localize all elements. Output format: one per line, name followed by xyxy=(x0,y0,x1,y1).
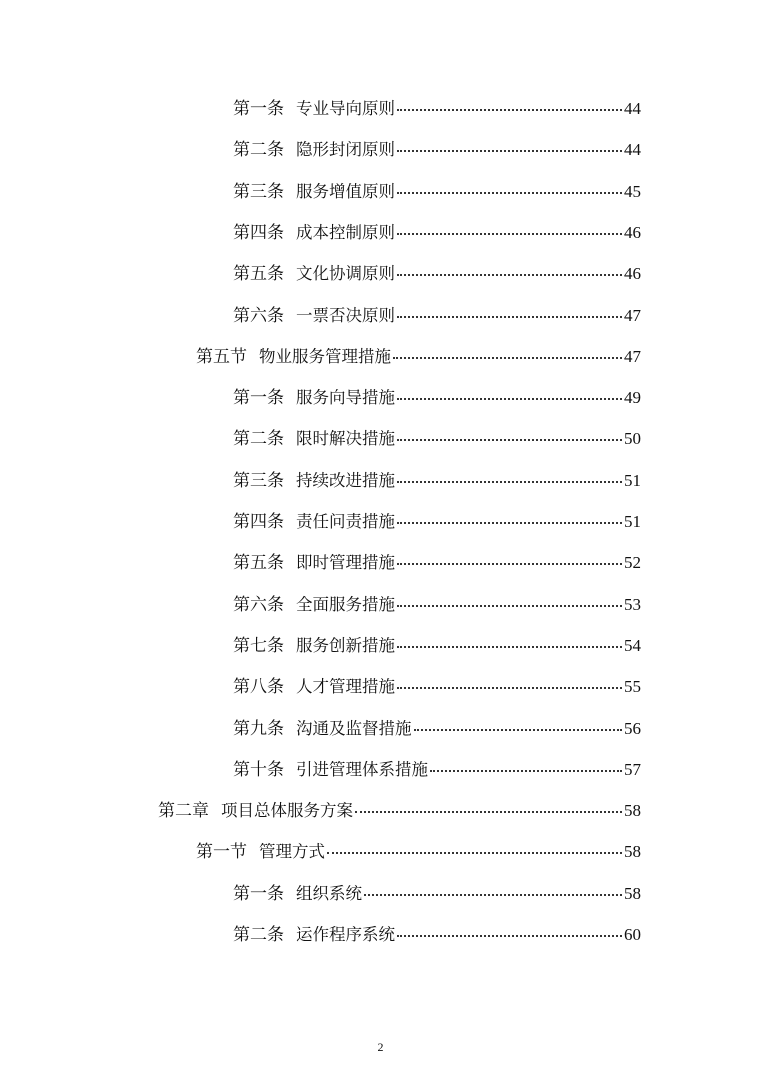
toc-entry-title: 物业服务管理措施 xyxy=(259,347,391,366)
dot-leader xyxy=(397,687,622,689)
dot-leader xyxy=(397,398,622,400)
toc-entry-title: 服务向导措施 xyxy=(296,388,395,407)
toc-entry-page: 50 xyxy=(624,429,641,448)
toc-entry-page: 57 xyxy=(624,760,641,779)
toc-entry-number: 第九条 xyxy=(233,719,284,739)
toc-entry-number: 第一条 xyxy=(233,99,284,119)
toc-entry-number: 第六条 xyxy=(233,306,284,326)
toc-entry-article[interactable] xyxy=(233,427,641,451)
toc-entry-page: 55 xyxy=(624,677,641,696)
toc-entry-page: 47 xyxy=(624,306,641,325)
dot-leader xyxy=(414,729,623,731)
toc-entry-title: 一票否决原则 xyxy=(296,306,395,325)
toc-entry-article[interactable] xyxy=(233,923,641,947)
toc-entry-title: 组织系统 xyxy=(296,884,362,903)
toc-entry-article[interactable] xyxy=(233,262,641,286)
toc-entry-number: 第十条 xyxy=(233,760,284,780)
toc-entry-title: 限时解决措施 xyxy=(296,429,395,448)
toc-entry-number: 第二章 xyxy=(158,801,209,821)
toc-entry-section[interactable] xyxy=(196,345,641,369)
toc-entry-page: 47 xyxy=(624,347,641,366)
toc-entry-title: 全面服务措施 xyxy=(296,595,395,614)
toc-entry-title: 持续改进措施 xyxy=(296,471,395,490)
dot-leader xyxy=(327,852,622,854)
toc-entry-page: 58 xyxy=(624,842,641,861)
toc-entry-article[interactable] xyxy=(233,675,641,699)
toc-entry-page: 52 xyxy=(624,553,641,572)
toc-entry-number: 第二条 xyxy=(233,140,284,160)
toc-entry-number: 第四条 xyxy=(233,223,284,243)
toc-entry-number: 第三条 xyxy=(233,471,284,491)
toc-entry-title: 管理方式 xyxy=(259,842,325,861)
toc-entry-page: 60 xyxy=(624,925,641,944)
dot-leader xyxy=(397,316,622,318)
toc-entry-title: 运作程序系统 xyxy=(296,925,395,944)
toc-entry-number: 第二条 xyxy=(233,429,284,449)
toc-entry-title: 引进管理体系措施 xyxy=(296,760,428,779)
page-number: 2 xyxy=(377,1040,384,1054)
toc-entry-article[interactable] xyxy=(233,593,641,617)
dot-leader xyxy=(397,522,622,524)
dot-leader xyxy=(397,192,622,194)
toc-entry-title: 服务创新措施 xyxy=(296,636,395,655)
toc-entry-article[interactable] xyxy=(233,221,641,245)
toc-entry-page: 46 xyxy=(624,264,641,283)
dot-leader xyxy=(397,109,622,111)
dot-leader xyxy=(397,150,622,152)
toc-entry-title: 服务增值原则 xyxy=(296,182,395,201)
toc-entry-title: 责任问责措施 xyxy=(296,512,395,531)
toc-entry-title: 沟通及监督措施 xyxy=(296,719,412,738)
toc-entry-number: 第六条 xyxy=(233,595,284,615)
dot-leader xyxy=(397,646,622,648)
toc-entry-page: 58 xyxy=(624,801,641,820)
toc-entry-number: 第二条 xyxy=(233,925,284,945)
toc-entry-page: 44 xyxy=(624,99,641,118)
toc-entry-page: 56 xyxy=(624,719,641,738)
toc-entry-chapter[interactable] xyxy=(158,799,641,823)
dot-leader xyxy=(355,811,622,813)
toc-entry-title: 专业导向原则 xyxy=(296,99,395,118)
toc-entry-page: 46 xyxy=(624,223,641,242)
toc-entry-article[interactable] xyxy=(233,138,641,162)
toc-entry-title: 成本控制原则 xyxy=(296,223,395,242)
dot-leader xyxy=(397,439,622,441)
toc-entry-article[interactable] xyxy=(233,180,641,204)
toc-entry-title: 隐形封闭原则 xyxy=(296,140,395,159)
toc-entry-article[interactable] xyxy=(233,510,641,534)
toc-entry-page: 51 xyxy=(624,512,641,531)
toc-entry-number: 第五条 xyxy=(233,264,284,284)
toc-entry-number: 第三条 xyxy=(233,182,284,202)
toc-entry-page: 54 xyxy=(624,636,641,655)
dot-leader xyxy=(397,274,622,276)
toc-entry-page: 58 xyxy=(624,884,641,903)
toc-entry-number: 第一条 xyxy=(233,884,284,904)
dot-leader xyxy=(397,935,622,937)
toc-entry-article[interactable] xyxy=(233,551,641,575)
dot-leader xyxy=(397,233,622,235)
dot-leader xyxy=(393,357,622,359)
toc-entry-article[interactable] xyxy=(233,97,641,121)
toc-entry-article[interactable] xyxy=(233,882,641,906)
toc-entry-section[interactable] xyxy=(196,840,641,864)
toc-entry-page: 53 xyxy=(624,595,641,614)
toc-entry-article[interactable] xyxy=(233,386,641,410)
dot-leader xyxy=(397,605,622,607)
toc-entry-title: 即时管理措施 xyxy=(296,553,395,572)
toc-entry-article[interactable] xyxy=(233,758,641,782)
toc-entry-article[interactable] xyxy=(233,634,641,658)
toc-entry-number: 第五节 xyxy=(196,347,247,367)
toc-entry-number: 第一节 xyxy=(196,842,247,862)
dot-leader xyxy=(397,481,622,483)
dot-leader xyxy=(397,563,622,565)
toc-entry-page: 49 xyxy=(624,388,641,407)
toc-entry-article[interactable] xyxy=(233,717,641,741)
toc-entry-page: 44 xyxy=(624,140,641,159)
toc-entry-title: 文化协调原则 xyxy=(296,264,395,283)
toc-entry-number: 第七条 xyxy=(233,636,284,656)
toc-entry-article[interactable] xyxy=(233,469,641,493)
toc-entry-number: 第四条 xyxy=(233,512,284,532)
toc-entry-title: 人才管理措施 xyxy=(296,677,395,696)
toc-entry-number: 第一条 xyxy=(233,388,284,408)
toc-entry-title: 项目总体服务方案 xyxy=(221,801,353,820)
toc-entry-number: 第五条 xyxy=(233,553,284,573)
toc-entry-page: 45 xyxy=(624,182,641,201)
toc-entry-page: 51 xyxy=(624,471,641,490)
dot-leader xyxy=(364,894,622,896)
toc-entry-article[interactable] xyxy=(233,304,641,328)
toc-entry-number: 第八条 xyxy=(233,677,284,697)
dot-leader xyxy=(430,770,622,772)
